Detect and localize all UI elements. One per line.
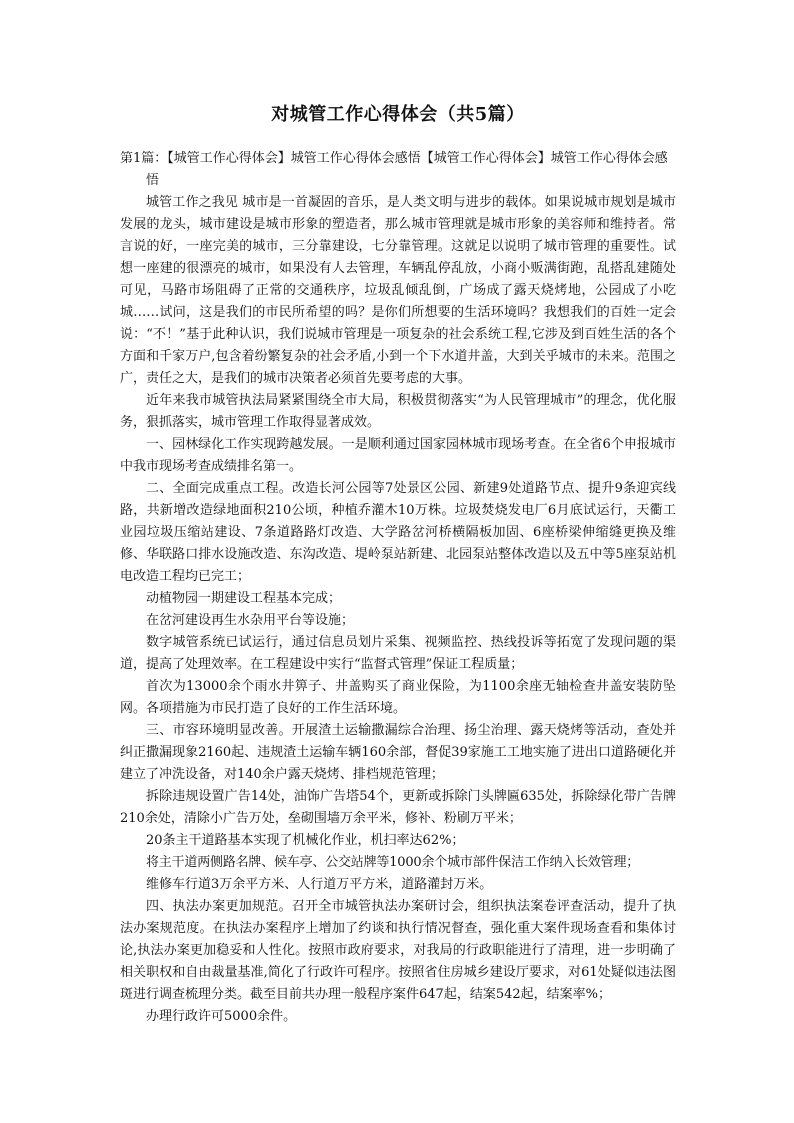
paragraph: 数字城管系统已试运行，通过信息员划片采集、视频监控、热线投诉等拓宽了发现问题的渠道，提高了处理效率。在工程建设中实行“监督式管理”保证工程质量； bbox=[120, 635, 676, 672]
paragraph: 二、全面完成重点工程。改造长河公园等7处景区公园、新建9处道路节点、提升9条迎宾线路，共新增改造绿地面积210公顷，种植乔灌木10万株。垃圾焚烧发电厂6月底试运行，天衢工业园垃圾压缩站建设、7条道路路灯改造、大学路岔河桥横隔板加固、6座桥梁伸缩缝更换及维修、华联路口排水设施改造、东沟改造、堤岭泵站新建、北园泵站整体改造以及五中等5座泵站机电改造工程均已完工； bbox=[120, 481, 676, 584]
paragraph: 近年来我市城管执法局紧紧围绕全市大局，积极贯彻落实“为人民管理城市”的理念，优化服务，狠抓落实，城市管理工作取得显著成效。 bbox=[120, 393, 676, 430]
paragraph: 四、执法办案更加规范。召开全市城管执法办案研讨会，组织执法案卷评查活动，提升了执法办案规范度。在执法办案程序上增加了约谈和执行情况督查，强化重大案件现场查看和集体讨论,执法办案更加稳妥和人性化。按照市政府要求，对我局的行政职能进行了清理，进一步明确了相关职权和自由裁量基准,简化了行政许可程序。按照省住房城乡建设厅要求，对61处疑似违法图斑进行调查梳理分类。截至目前共办理一般程序案件647起，结案542起，结案率%； bbox=[120, 899, 676, 1002]
paragraph: 办理行政许可5000余件。 bbox=[146, 1009, 297, 1024]
article-heading: 第1篇：【城管工作心得体会】城管工作心得体会感悟【城管工作心得体会】城管工作心得体会感悟 bbox=[120, 151, 668, 188]
paragraph: 一、园林绿化工作实现跨越发展。一是顺利通过国家园林城市现场考查。在全省6个申报城市中我市现场考查成绩排名第一。 bbox=[120, 437, 676, 474]
paragraph: 20条主干道路基本实现了机械化作业，机扫率达62%； bbox=[146, 833, 465, 848]
paragraph: 首次为13000余个雨水井箅子、井盖购买了商业保险，为1100余座无轴检查井盖安装防坠网。各项措施为市民打造了良好的工作生活环境。 bbox=[120, 679, 676, 716]
document-title: 对城管工作心得体会（共5篇） bbox=[271, 104, 525, 125]
paragraph: 动植物园一期建设工程基本完成； bbox=[146, 591, 342, 606]
paragraph: 三、市容环境明显改善。开展渣土运输撒漏综合治理、扬尘治理、露天烧烤等活动，查处并纠正撒漏现象2160起、违规渣土运输车辆160余部，督促39家施工工地实施了进出口道路硬化并建立了冲洗设备，对140余户露天烧烤、排档规范管理； bbox=[120, 723, 676, 782]
paragraph: 在岔河建设再生水杂用平台等设施； bbox=[146, 613, 355, 628]
paragraph: 将主干道两侧路名牌、候车亭、公交站牌等1000余个城市部件保洁工作纳入长效管理； bbox=[146, 855, 640, 870]
paragraph: 维修车行道3万余平方米、人行道万平方米，道路灌封万米。 bbox=[146, 877, 493, 892]
document-page bbox=[120, 100, 676, 1028]
paragraph: 拆除违规设置广告14处，油饰广告塔54个，更新或拆除门头牌匾635处，拆除绿化带广告牌210余处，清除小广告万处，垒砌围墙万余平米，修补、粉刷万平米； bbox=[120, 789, 676, 826]
paragraph: 城管工作之我见 城市是一首凝固的音乐，是人类文明与进步的载体。如果说城市规划是城市发展的龙头，城市建设是城市形象的塑造者，那么城市管理就是城市形象的美容师和维持者。常言说的好，一座完美的城市，三分靠建设，七分靠管理。这就足以说明了城市管理的重要性。试想一座建的很漂亮的城市，如果没有人去管理，车辆乱停乱放，小商小贩满街跑，乱搭乱建随处可见，马路市场阻碍了正常的交通秩序，垃圾乱倾乱倒，广场成了露天烧烤地，公园成了小吃城……试问，这是我们的市民所希望的吗？是你们所想要的生活环境吗？我想我们的百姓一定会说：“不！”基于此种认识，我们说城市管理是一项复杂的社会系统工程,它涉及到百姓生活的各个方面和千家万户,包含着纷繁复杂的社会矛盾,小到一个下水道井盖，大到关乎城市的未来。范围之广，责任之大，是我们的城市决策者必须首先要考虑的大事。 bbox=[120, 195, 676, 386]
